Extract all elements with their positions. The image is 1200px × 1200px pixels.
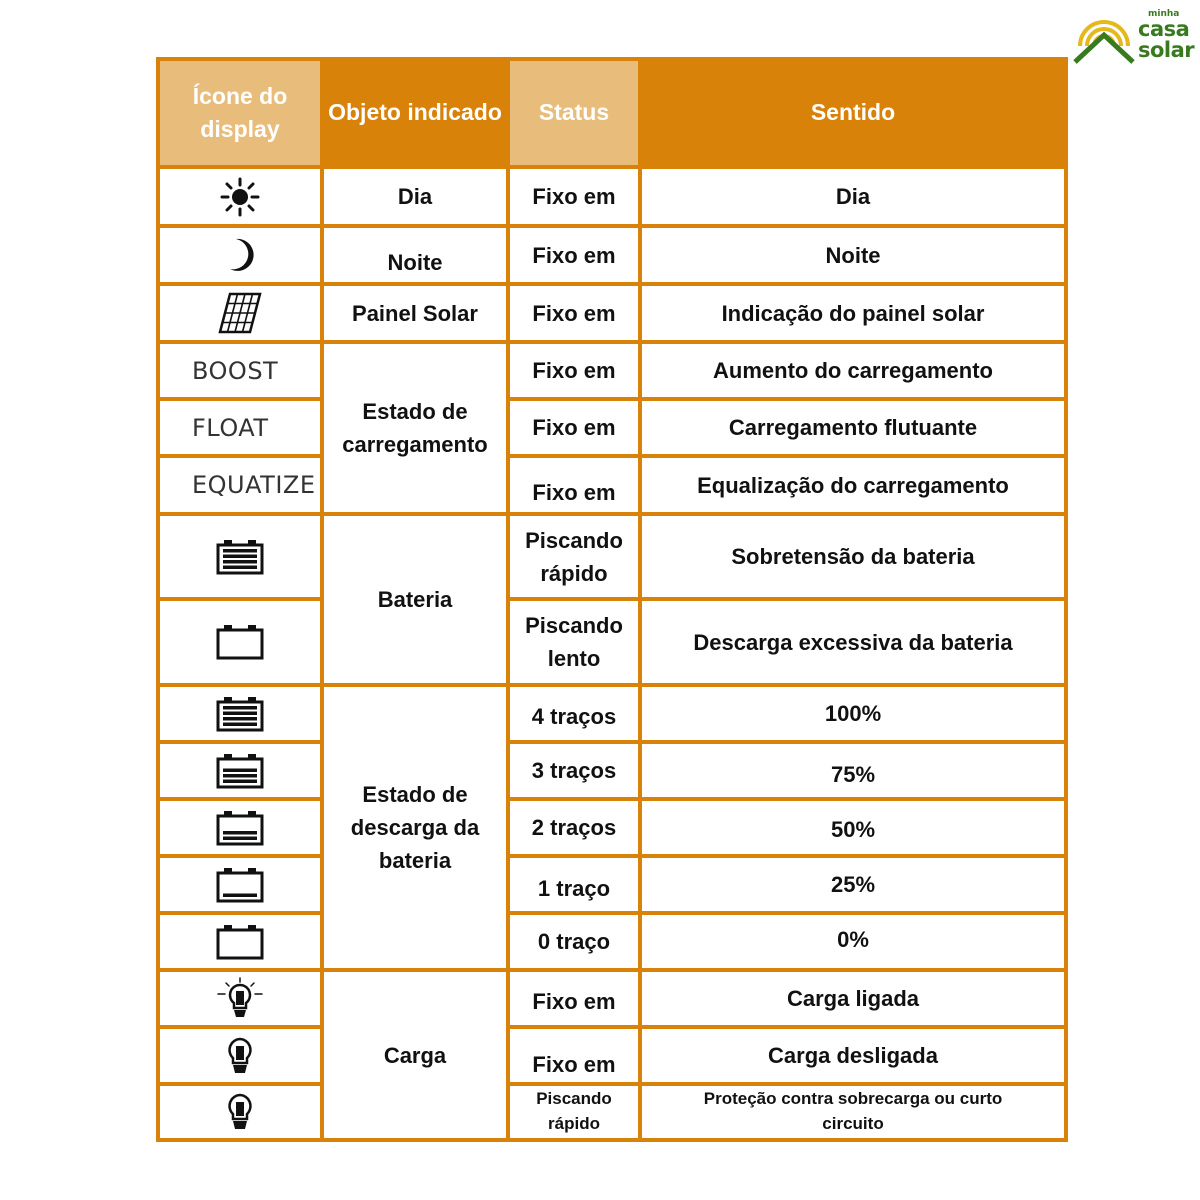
object-estado-descarga: Estado de descarga da bateria <box>324 687 506 968</box>
moon-icon <box>222 236 258 274</box>
icon-meaning-table <box>156 57 1068 1142</box>
meaning-cell: Carregamento flutuante <box>642 401 1064 454</box>
status-cell: Piscando rápido <box>510 516 638 597</box>
meaning-cell: 100% <box>642 687 1064 740</box>
status-cell: Fixo em <box>510 1029 638 1082</box>
icon-cell <box>160 744 320 797</box>
battery-1-bar-icon <box>216 867 264 903</box>
icon-cell <box>160 915 320 968</box>
object-dia: Dia <box>324 169 506 224</box>
status-cell: 3 traços <box>510 744 638 797</box>
battery-empty-icon <box>216 624 264 660</box>
status-cell: Fixo em <box>510 228 638 282</box>
brand-small: minha <box>1148 9 1180 19</box>
header-meaning: Sentido <box>642 61 1064 165</box>
status-cell: 1 traço <box>510 858 638 911</box>
icon-cell <box>160 286 320 340</box>
bulb-off-icon <box>225 1092 255 1132</box>
status-cell: 4 traços <box>510 687 638 740</box>
meaning-cell: Aumento do carregamento <box>642 344 1064 397</box>
meaning-cell: 0% <box>642 915 1064 968</box>
meaning-cell: 50% <box>642 801 1064 854</box>
header-icon: Ícone do display <box>160 61 320 165</box>
status-cell: Piscando rápido <box>510 1086 638 1138</box>
meaning-cell: Sobretensão da bateria <box>642 516 1064 597</box>
status-cell: 0 traço <box>510 915 638 968</box>
boost-label: BOOST <box>160 344 320 397</box>
icon-cell <box>160 1029 320 1082</box>
battery-0-bars-icon <box>216 924 264 960</box>
bulb-on-icon <box>215 977 265 1021</box>
meaning-cell: Carga ligada <box>642 972 1064 1025</box>
status-cell: Fixo em <box>510 458 638 512</box>
brand-line2: solar <box>1138 38 1195 62</box>
icon-cell <box>160 687 320 740</box>
meaning-cell: Indicação do painel solar <box>642 286 1064 340</box>
icon-cell <box>160 601 320 683</box>
float-label: FLOAT <box>160 401 320 454</box>
object-noite: Noite <box>324 228 506 282</box>
status-cell: Piscando lento <box>510 601 638 683</box>
icon-cell <box>160 858 320 911</box>
status-cell: Fixo em <box>510 286 638 340</box>
icon-cell <box>160 801 320 854</box>
icon-cell <box>160 169 320 224</box>
meaning-cell: Proteção contra sobrecarga ou curto circuito <box>642 1086 1064 1138</box>
sun-icon <box>220 177 260 217</box>
header-status: Status <box>510 61 638 165</box>
object-estado-carregamento: Estado de carregamento <box>324 344 506 512</box>
object-carga: Carga <box>324 972 506 1138</box>
bulb-off-icon <box>225 1036 255 1076</box>
object-painel-solar: Painel Solar <box>324 286 506 340</box>
meaning-cell: 25% <box>642 858 1064 911</box>
icon-cell <box>160 972 320 1025</box>
battery-2-bars-icon <box>216 810 264 846</box>
header-object: Objeto indicado <box>324 61 506 165</box>
status-cell: Fixo em <box>510 344 638 397</box>
icon-cell <box>160 228 320 282</box>
battery-4-bars-icon <box>216 696 264 732</box>
meaning-cell: Equalização do carregamento <box>642 458 1064 512</box>
meaning-cell: Dia <box>642 169 1064 224</box>
meaning-cell: Carga desligada <box>642 1029 1064 1082</box>
object-bateria: Bateria <box>324 516 506 683</box>
meaning-cell: 75% <box>642 744 1064 797</box>
battery-full-icon <box>216 539 264 575</box>
brand-name <box>1138 10 1194 61</box>
battery-3-bars-icon <box>216 753 264 789</box>
solar-panel-icon <box>218 291 262 335</box>
icon-cell <box>160 516 320 597</box>
equatize-label: EQUATIZE <box>160 458 320 512</box>
status-cell: 2 traços <box>510 801 638 854</box>
status-cell: Fixo em <box>510 401 638 454</box>
house-roof-icon <box>1075 35 1133 62</box>
brand-line1: casa <box>1138 17 1190 41</box>
icon-cell <box>160 1086 320 1138</box>
meaning-cell: Descarga excessiva da bateria <box>642 601 1064 683</box>
status-cell: Fixo em <box>510 972 638 1025</box>
status-cell: Fixo em <box>510 169 638 224</box>
meaning-cell: Noite <box>642 228 1064 282</box>
